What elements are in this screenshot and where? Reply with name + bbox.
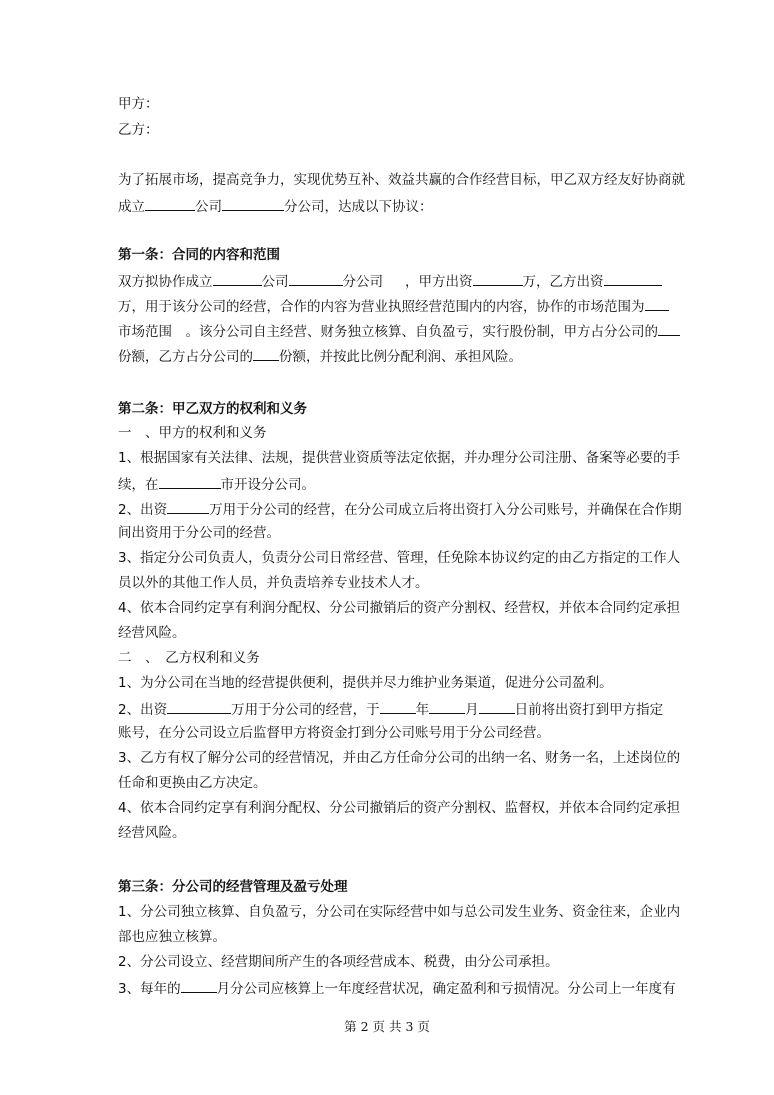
subsection-heading: 二 、 乙方权利和义务 xyxy=(118,650,260,666)
paragraph-line: 3、每年的 月分公司应核算上一年度经营状况，确定盈利和亏损情况。分公司上一年度有 xyxy=(118,978,676,998)
intro-line: 成立 公司 分公司，达成以下协议： xyxy=(118,196,433,216)
paragraph-line: 部也应独立核算。 xyxy=(118,929,226,945)
article-2-title: 第二条：甲乙双方的权利和义务 xyxy=(118,401,307,417)
paragraph-line: 2、出资 万用于分公司的经营，在分公司成立后将出资打入分公司账号，并确保在合作期 xyxy=(118,499,682,519)
blank-field[interactable] xyxy=(658,321,680,336)
blank-field[interactable] xyxy=(253,346,279,361)
paragraph-line: 3、指定分公司负责人，负责分公司日常经营、管理，任免除本协议约定的由乙方指定的工作人 xyxy=(118,550,681,566)
blank-field[interactable] xyxy=(604,271,662,286)
paragraph-line: 1、分公司独立核算、自负盈亏，分公司在实际经营中如与总公司发生业务、资金往来，企业内 xyxy=(118,904,681,920)
paragraph-line: 双方拟协作成立 公司 分公司 ，甲方出资 万，乙方出资 xyxy=(118,271,662,291)
paragraph-line: 账号，在分公司设立后监督甲方将资金打到分公司账号用于分公司经营。 xyxy=(118,725,550,741)
blank-field[interactable] xyxy=(222,196,284,211)
paragraph-line: 份额，乙方占分公司的 份额，并按此比例分配利润、承担风险。 xyxy=(118,346,522,366)
blank-field[interactable] xyxy=(213,271,262,286)
party-a-label: 甲方： xyxy=(118,96,159,112)
paragraph-line: 经营风险。 xyxy=(118,625,186,641)
paragraph-line: 4、依本合同约定享有利润分配权、分公司撤销后的资产分割权、经营权，并依本合同约定承担 xyxy=(118,600,681,616)
paragraph-line: 间出资用于分公司的经营。 xyxy=(118,525,280,541)
blank-field[interactable] xyxy=(473,271,523,286)
paragraph-line: 经营风险。 xyxy=(118,825,186,841)
blank-field[interactable] xyxy=(145,196,195,211)
blank-field[interactable] xyxy=(429,699,465,714)
article-3-title: 第三条：分公司的经营管理及盈亏处理 xyxy=(118,879,348,895)
blank-field[interactable] xyxy=(645,296,669,311)
paragraph-line: 1、根据国家有关法律、法规，提供营业资质等法定依据，并办理分公司注册、备案等必要的手 xyxy=(118,450,681,466)
paragraph-line: 万，用于该分公司的经营，合作的内容为营业执照经营范围内的内容，协作的市场范围为 xyxy=(118,296,669,316)
paragraph-line: 1、为分公司在当地的经营提供便利，提供并尽力维护业务渠道，促进分公司盈利。 xyxy=(118,675,613,691)
blank-field[interactable] xyxy=(159,474,221,489)
blank-field[interactable] xyxy=(167,699,231,714)
paragraph-line: 员以外的其他工作人员，并负责培养专业技术人才。 xyxy=(118,575,429,591)
blank-field[interactable] xyxy=(479,699,515,714)
blank-field[interactable] xyxy=(167,499,209,514)
party-b-label: 乙方： xyxy=(118,122,159,138)
paragraph-line: 续，在 市开设分公司。 xyxy=(118,474,315,494)
blank-field[interactable] xyxy=(380,699,416,714)
blank-field[interactable] xyxy=(181,978,217,993)
paragraph-line: 任命和更换由乙方决定。 xyxy=(118,775,267,791)
paragraph-line: 2、分公司设立、经营期间所产生的各项经营成本、税费，由分公司承担。 xyxy=(118,954,559,970)
subsection-heading: 一 、甲方的权利和义务 xyxy=(118,425,267,441)
paragraph-line: 3、乙方有权了解分公司的经营情况，并由乙方任命分公司的出纳一名、财务一名，上述岗位的 xyxy=(118,750,681,766)
paragraph-line: 市场范围 。该分公司自主经营、财务独立核算、自负盈亏，实行股份制，甲方占分公司的 xyxy=(118,321,680,341)
paragraph-line: 4、依本合同约定享有利润分配权、分公司撤销后的资产分割权、监督权，并依本合同约定承担 xyxy=(118,800,681,816)
blank-field[interactable] xyxy=(289,271,343,286)
article-1-title: 第一条：合同的内容和范围 xyxy=(118,247,280,263)
page-number-footer: 第 2 页 共 3 页 xyxy=(344,1019,430,1034)
paragraph-line: 2、出资 万用于分公司的经营，于 年 月 日前将出资打到甲方指定 xyxy=(118,699,663,719)
intro-line: 为了拓展市场，提高竞争力，实现优势互补、效益共赢的合作经营目标，甲乙双方经友好协商就 xyxy=(118,172,685,188)
